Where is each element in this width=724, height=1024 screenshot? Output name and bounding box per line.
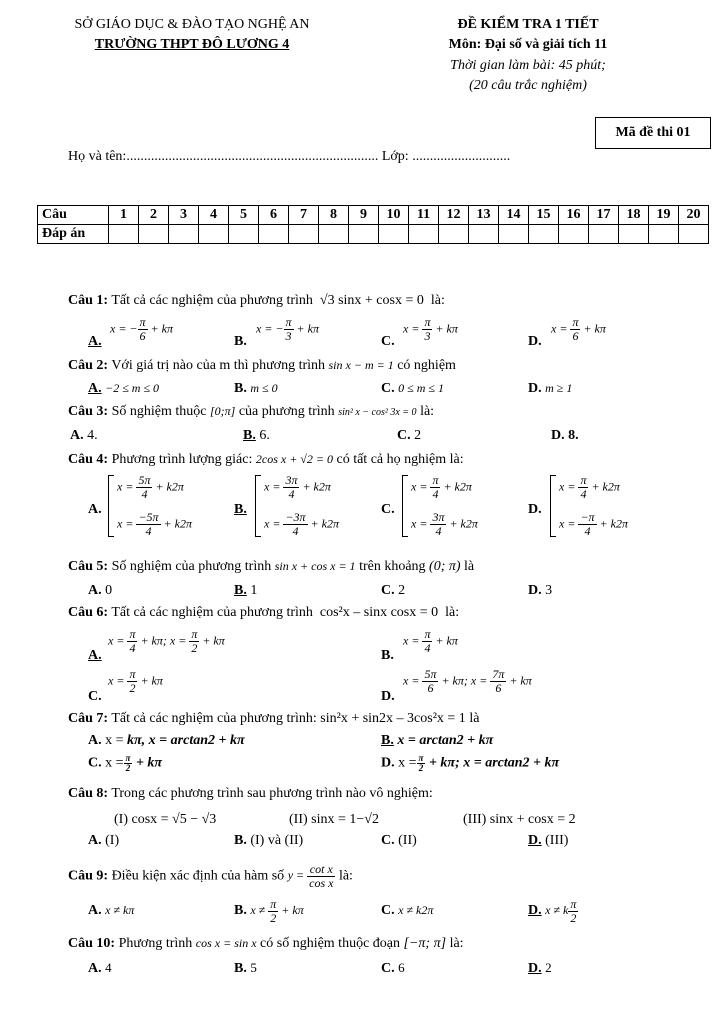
q8-option-c[interactable]: C. (II) <box>381 833 417 848</box>
grid-answer-cell[interactable] <box>619 225 649 244</box>
question-10 <box>68 936 464 952</box>
q6-option-b[interactable]: B. <box>381 648 394 663</box>
question-text: Trong các phương trình sau phương trình nào vô nghiệm: <box>111 786 433 801</box>
question-equation: sin x + cos x = 1 <box>274 559 356 573</box>
q6-a-formula: x = $\frac{\pi}{4}$ + kπ; x = $\frac{\pi}{2}$ + kπ <box>108 627 225 655</box>
q4-option-b[interactable]: B. <box>234 502 247 517</box>
grid-answer-cell[interactable] <box>259 225 289 244</box>
question-count: (20 câu trắc nghiệm) <box>469 78 587 93</box>
q10-option-c[interactable]: C. 6 <box>381 960 405 976</box>
grid-answer-cell[interactable] <box>679 225 709 244</box>
q3-option-d[interactable]: D. 8. <box>551 428 579 443</box>
question-text: Số nghiệm của phương trình <box>111 559 272 574</box>
question-text: Phương trình <box>118 936 193 951</box>
grid-question-number: 2 <box>139 206 169 225</box>
question-tail: là <box>469 711 480 726</box>
grid-answer-cell[interactable] <box>199 225 229 244</box>
question-7 <box>68 711 479 727</box>
question-6 <box>68 605 459 621</box>
question-label: Câu 5: <box>68 559 109 574</box>
question-label: Câu 10: <box>68 936 116 951</box>
grid-row-label: Đáp án <box>38 225 109 244</box>
question-label: Câu 2: <box>68 358 109 373</box>
answer-grid <box>37 205 709 244</box>
question-equation: sin x − m = 1 <box>328 358 394 372</box>
q2-option-d[interactable]: D. m ≥ 1 <box>528 381 573 396</box>
q10-option-a[interactable]: A. 4 <box>88 960 112 976</box>
grid-question-number: 6 <box>259 206 289 225</box>
q9-option-b[interactable]: B. x ≠ $\frac{\pi}{2}$ + kπ <box>234 896 304 925</box>
grid-question-number: 14 <box>499 206 529 225</box>
question-text: Tất cả các nghiệm của phương trình <box>111 605 313 620</box>
q5-option-a[interactable]: A. 0 <box>88 583 113 598</box>
question-label: Câu 4: <box>68 452 109 467</box>
q7-option-a[interactable]: A. x = kπ, x = arctan2 + kπ <box>88 733 245 748</box>
exam-code: Mã đề thi 01 <box>615 125 691 140</box>
question-equation: √3 sinx + cosx = 0 <box>319 293 424 308</box>
name-field[interactable]: ........................................................................ <box>126 149 379 164</box>
question-label: Câu 3: <box>68 404 109 419</box>
q4-d-system: x = $\frac{\pi}{4}$ + k2π x = $\frac{-\pi}{4}$ + k2π <box>550 474 628 538</box>
grid-answer-cell[interactable] <box>169 225 199 244</box>
q3-option-b[interactable]: B. 6. <box>243 428 270 443</box>
grid-answer-cell[interactable] <box>469 225 499 244</box>
q6-option-a[interactable]: A. <box>88 648 102 663</box>
question-tail: là: <box>420 404 435 419</box>
grid-answer-cell[interactable] <box>529 225 559 244</box>
question-text: Tất cả các nghiệm của phương trình <box>111 293 313 308</box>
grid-answer-cell[interactable] <box>289 225 319 244</box>
grid-answer-cell[interactable] <box>439 225 469 244</box>
question-label: Câu 1: <box>68 293 109 308</box>
grid-question-number: 1 <box>109 206 139 225</box>
question-2 <box>68 358 456 374</box>
question-4 <box>68 452 464 468</box>
grid-answer-cell[interactable] <box>379 225 409 244</box>
question-9 <box>68 863 353 890</box>
q3-option-a[interactable]: A. 4. <box>70 428 98 443</box>
question-equation: cos x = sin x <box>195 936 257 950</box>
q8-equation-1: (I) cosx = √5 − √3 <box>114 812 217 827</box>
grid-question-number: 4 <box>199 206 229 225</box>
q4-c-system: x = $\frac{\pi}{4}$ + k2π x = $\frac{3\pi}{4}$ + k2π <box>402 474 478 538</box>
q8-option-a[interactable]: A. (I) <box>88 833 120 848</box>
q5-option-d[interactable]: D. 3 <box>528 583 553 598</box>
grid-question-number: 15 <box>529 206 559 225</box>
question-tail: là: <box>449 936 464 951</box>
grid-question-number: 17 <box>589 206 619 225</box>
q1-option-a[interactable]: A. <box>88 334 102 349</box>
grid-question-number: 11 <box>409 206 439 225</box>
grid-answer-cell[interactable] <box>559 225 589 244</box>
question-interval: (0; π) <box>429 559 461 574</box>
grid-answer-cell[interactable] <box>349 225 379 244</box>
grid-question-number: 12 <box>439 206 469 225</box>
question-text: Số nghiệm thuộc <box>111 404 207 419</box>
grid-question-number: 16 <box>559 206 589 225</box>
exam-code-box <box>595 117 711 149</box>
question-label: Câu 6: <box>68 605 109 620</box>
q4-option-c[interactable]: C. <box>381 502 395 517</box>
question-8 <box>68 786 433 802</box>
q6-d-formula: x = $\frac{5\pi}{6}$ + kπ; x = $\frac{7\pi}{6}$ + kπ <box>403 667 532 695</box>
question-interval: [−π; π] <box>403 936 447 951</box>
q1-option-d[interactable]: D. <box>528 334 542 349</box>
name-label: Họ và tên: <box>68 149 127 164</box>
q4-option-a[interactable]: A. <box>88 502 102 517</box>
q8-equation-2: (II) sinx = 1−√2 <box>289 812 379 827</box>
question-interval: [0;π] <box>209 404 236 418</box>
question-label: Câu 8: <box>68 786 109 801</box>
q9-option-c[interactable]: C. x ≠ k2π <box>381 903 434 918</box>
question-3 <box>68 404 434 420</box>
q1-c-formula: x = $\frac{\pi}{3}$ + kπ <box>403 315 458 343</box>
grid-answer-cell[interactable] <box>319 225 349 244</box>
question-tail: có tất cả họ nghiệm là: <box>336 452 464 467</box>
q4-b-system: x = $\frac{3\pi}{4}$ + k2π x = $\frac{-3\pi}{4}$ + k2π <box>255 474 339 538</box>
question-text: Tất cả các nghiệm của phương trình: <box>111 711 317 726</box>
question-label: Câu 9: <box>68 868 109 884</box>
question-tail: là <box>464 559 475 574</box>
class-field[interactable]: ............................ <box>412 149 511 164</box>
question-text-2: có số nghiệm thuộc đoạn <box>260 936 401 951</box>
q6-b-formula: x = $\frac{\pi}{4}$ + kπ <box>403 627 458 655</box>
grid-row-label: Câu <box>38 206 109 225</box>
grid-question-number: 3 <box>169 206 199 225</box>
grid-answer-cell[interactable] <box>649 225 679 244</box>
question-tail: có nghiệm <box>397 358 456 373</box>
question-label: Câu 7: <box>68 711 109 726</box>
grid-question-number: 10 <box>379 206 409 225</box>
q6-option-d[interactable]: D. <box>381 689 395 704</box>
q2-option-a[interactable]: A. −2 ≤ m ≤ 0 <box>88 381 160 396</box>
q4-option-d[interactable]: D. <box>528 502 542 517</box>
q1-option-b[interactable]: B. <box>234 334 247 349</box>
q8-equation-3: (III) sinx + cosx = 2 <box>463 812 576 827</box>
q5-option-c[interactable]: C. 2 <box>381 583 406 598</box>
grid-question-number: 7 <box>289 206 319 225</box>
q9-option-d[interactable]: D. x ≠ k $\frac{\pi}{2}$ <box>528 896 577 925</box>
grid-question-number: 13 <box>469 206 499 225</box>
question-text: Phương trình lượng giác: <box>111 452 253 467</box>
q1-option-c[interactable]: C. <box>381 334 395 349</box>
question-text-2: của phương trình <box>238 404 335 419</box>
grid-answer-cell[interactable] <box>589 225 619 244</box>
grid-answer-cell[interactable] <box>139 225 169 244</box>
subject: Môn: Đại số và giải tích 11 <box>448 37 608 52</box>
q7-option-c[interactable]: C. x = $\frac{\pi}{2}$ + kπ <box>88 753 163 773</box>
grid-answer-cell[interactable] <box>109 225 139 244</box>
school-name: TRƯỜNG THPT ĐÔ LƯƠNG 4 <box>94 37 290 52</box>
q8-option-d[interactable]: D. (III) <box>528 833 569 848</box>
grid-question-number: 18 <box>619 206 649 225</box>
q1-a-formula: x = − $\frac{\pi}{6}$ + kπ <box>110 315 173 343</box>
question-equation: sin²x + sin2x – 3cos²x = 1 <box>320 711 466 726</box>
grid-question-number: 9 <box>349 206 379 225</box>
question-text: Điều kiện xác định của hàm số <box>111 868 285 884</box>
q10-option-b[interactable]: B. 5 <box>234 960 257 976</box>
q6-option-c[interactable]: C. <box>88 689 102 704</box>
grid-question-number: 8 <box>319 206 349 225</box>
question-tail: là: <box>338 868 353 884</box>
question-function: y = $\frac{\text{cot x}}{\text{cos x}}$ <box>287 862 334 890</box>
q2-option-b[interactable]: B. m ≤ 0 <box>234 381 278 396</box>
question-equation: cos²x – sinx cosx = 0 <box>319 605 439 620</box>
question-tail: là: <box>445 605 460 620</box>
exam-title: ĐỀ KIỂM TRA 1 TIẾT <box>457 17 599 32</box>
student-info <box>68 149 510 165</box>
q7-option-d[interactable]: D. x = $\frac{\pi}{2}$ + kπ; x = arctan2 + kπ <box>381 753 560 773</box>
question-1 <box>68 293 445 309</box>
grid-question-number: 20 <box>679 206 709 225</box>
question-text: Với giá trị nào của m thì phương trình <box>111 358 326 373</box>
q5-option-b[interactable]: B. 1 <box>234 583 258 598</box>
question-tail: là: <box>430 293 445 308</box>
q4-a-system: x = $\frac{5\pi}{4}$ + k2π x = $\frac{-5\pi}{4}$ + k2π <box>108 474 192 538</box>
department: SỞ GIÁO DỤC & ĐÀO TẠO NGHỆ AN <box>74 17 310 32</box>
grid-answer-cell[interactable] <box>409 225 439 244</box>
exam-time: Thời gian làm bài: 45 phút; <box>450 58 606 73</box>
grid-question-number: 5 <box>229 206 259 225</box>
q8-option-b[interactable]: B. (I) và (II) <box>234 833 304 848</box>
question-5 <box>68 559 474 575</box>
question-equation: 2cos x + √2 = 0 <box>255 452 333 466</box>
q1-b-formula: x = − $\frac{\pi}{3}$ + kπ <box>256 315 319 343</box>
question-text-2: trên khoảng <box>359 559 426 574</box>
grid-header-row <box>38 206 709 225</box>
grid-answer-cell[interactable] <box>499 225 529 244</box>
grid-question-number: 19 <box>649 206 679 225</box>
q9-option-a[interactable]: A. x ≠ kπ <box>88 903 135 918</box>
q1-d-formula: x = $\frac{\pi}{6}$ + kπ <box>551 315 606 343</box>
q3-option-c[interactable]: C. 2 <box>397 428 422 443</box>
question-equation: sin² x − cos² 3x = 0 <box>338 407 417 418</box>
grid-answer-cell[interactable] <box>229 225 259 244</box>
class-label: Lớp: <box>381 149 409 164</box>
q7-option-b[interactable]: B. x = arctan2 + kπ <box>381 733 494 748</box>
q2-option-c[interactable]: C. 0 ≤ m ≤ 1 <box>381 381 444 396</box>
grid-answer-row <box>38 225 709 244</box>
q6-c-formula: x = $\frac{\pi}{2}$ + kπ <box>108 667 163 695</box>
q10-option-d[interactable]: D. 2 <box>528 960 552 976</box>
